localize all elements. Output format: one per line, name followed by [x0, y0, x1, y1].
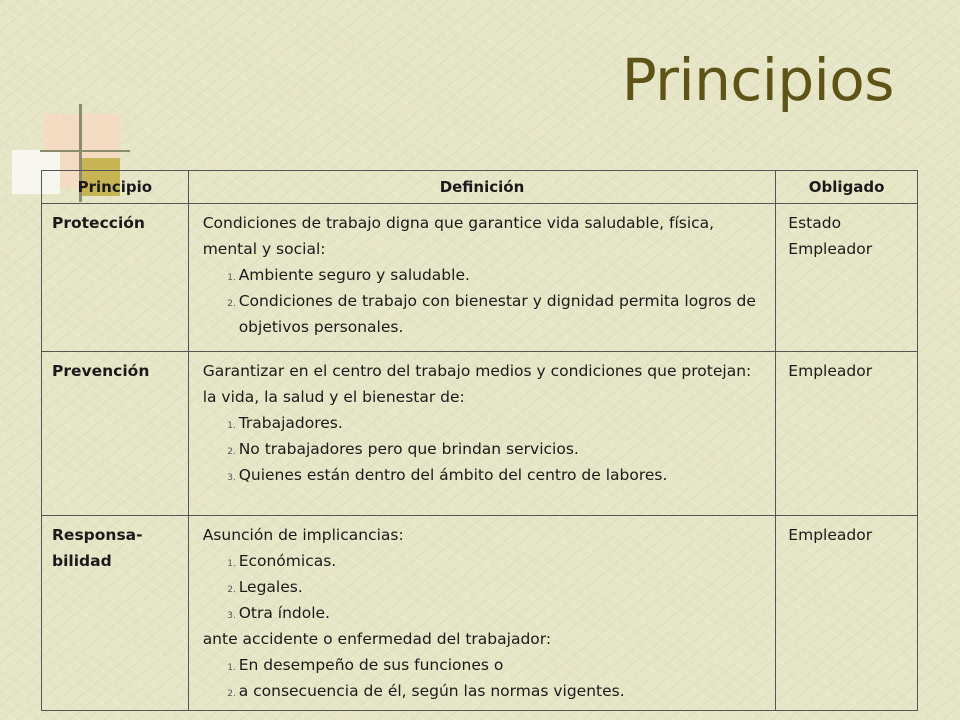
table-row [42, 516, 918, 711]
obligado-entry: Estado [788, 214, 842, 232]
list-item: 3. Quienes están dentro del ámbito del centro de labores. [239, 462, 770, 488]
header-obligado: Obligado [776, 171, 918, 204]
principle-obligado [776, 516, 918, 711]
principle-definition [188, 516, 776, 711]
obligado-entry: Empleador [788, 526, 873, 544]
header-principio: Principio [42, 171, 189, 204]
table-header-row [42, 171, 918, 204]
header-definicion: Definición [188, 171, 776, 204]
list-item: 3. Otra índole. [239, 600, 770, 626]
obligado-entry: Empleador [788, 240, 873, 258]
definition-list-secondary [203, 652, 770, 704]
principle-obligado [776, 204, 918, 352]
list-item: 1. Económicas. [239, 548, 770, 574]
principle-definition [188, 204, 776, 352]
principle-obligado [776, 352, 918, 516]
slide-title: Principios [621, 46, 894, 114]
list-item: 2. Condiciones de trabajo con bienestar y dignidad permita logros de objetivos personales. [239, 288, 770, 340]
list-item: 1. En desempeño de sus funciones o [239, 652, 770, 678]
principle-name: Responsa-bilidad [42, 516, 189, 711]
table-row [42, 352, 918, 516]
obligado-entry: Empleador [788, 362, 873, 380]
list-item: 2. No trabajadores pero que brindan servicios. [239, 436, 770, 462]
definition-list [203, 410, 770, 488]
definition-continuation: ante accidente o enfermedad del trabajador: [202, 630, 552, 648]
list-item: 2. a consecuencia de él, según las normas vigentes. [239, 678, 770, 704]
definition-intro: Condiciones de trabajo digna que garantice vida saludable, física, mental y social: [202, 214, 715, 258]
list-item: 1. Trabajadores. [239, 410, 770, 436]
principle-name: Protección [42, 204, 189, 352]
list-item: 1. Ambiente seguro y saludable. [239, 262, 770, 288]
list-item: 2. Legales. [239, 574, 770, 600]
table-row [42, 204, 918, 352]
definition-list [203, 548, 770, 626]
principle-name: Prevención [42, 352, 189, 516]
definition-intro: Asunción de implicancias: [202, 526, 404, 544]
decor-horizontal-line [40, 150, 130, 152]
principle-definition [188, 352, 776, 516]
principles-table [41, 170, 918, 711]
definition-list [203, 262, 770, 340]
definition-intro: Garantizar en el centro del trabajo medios y condiciones que protejan: la vida, la salud y el bienestar de: [202, 362, 752, 406]
